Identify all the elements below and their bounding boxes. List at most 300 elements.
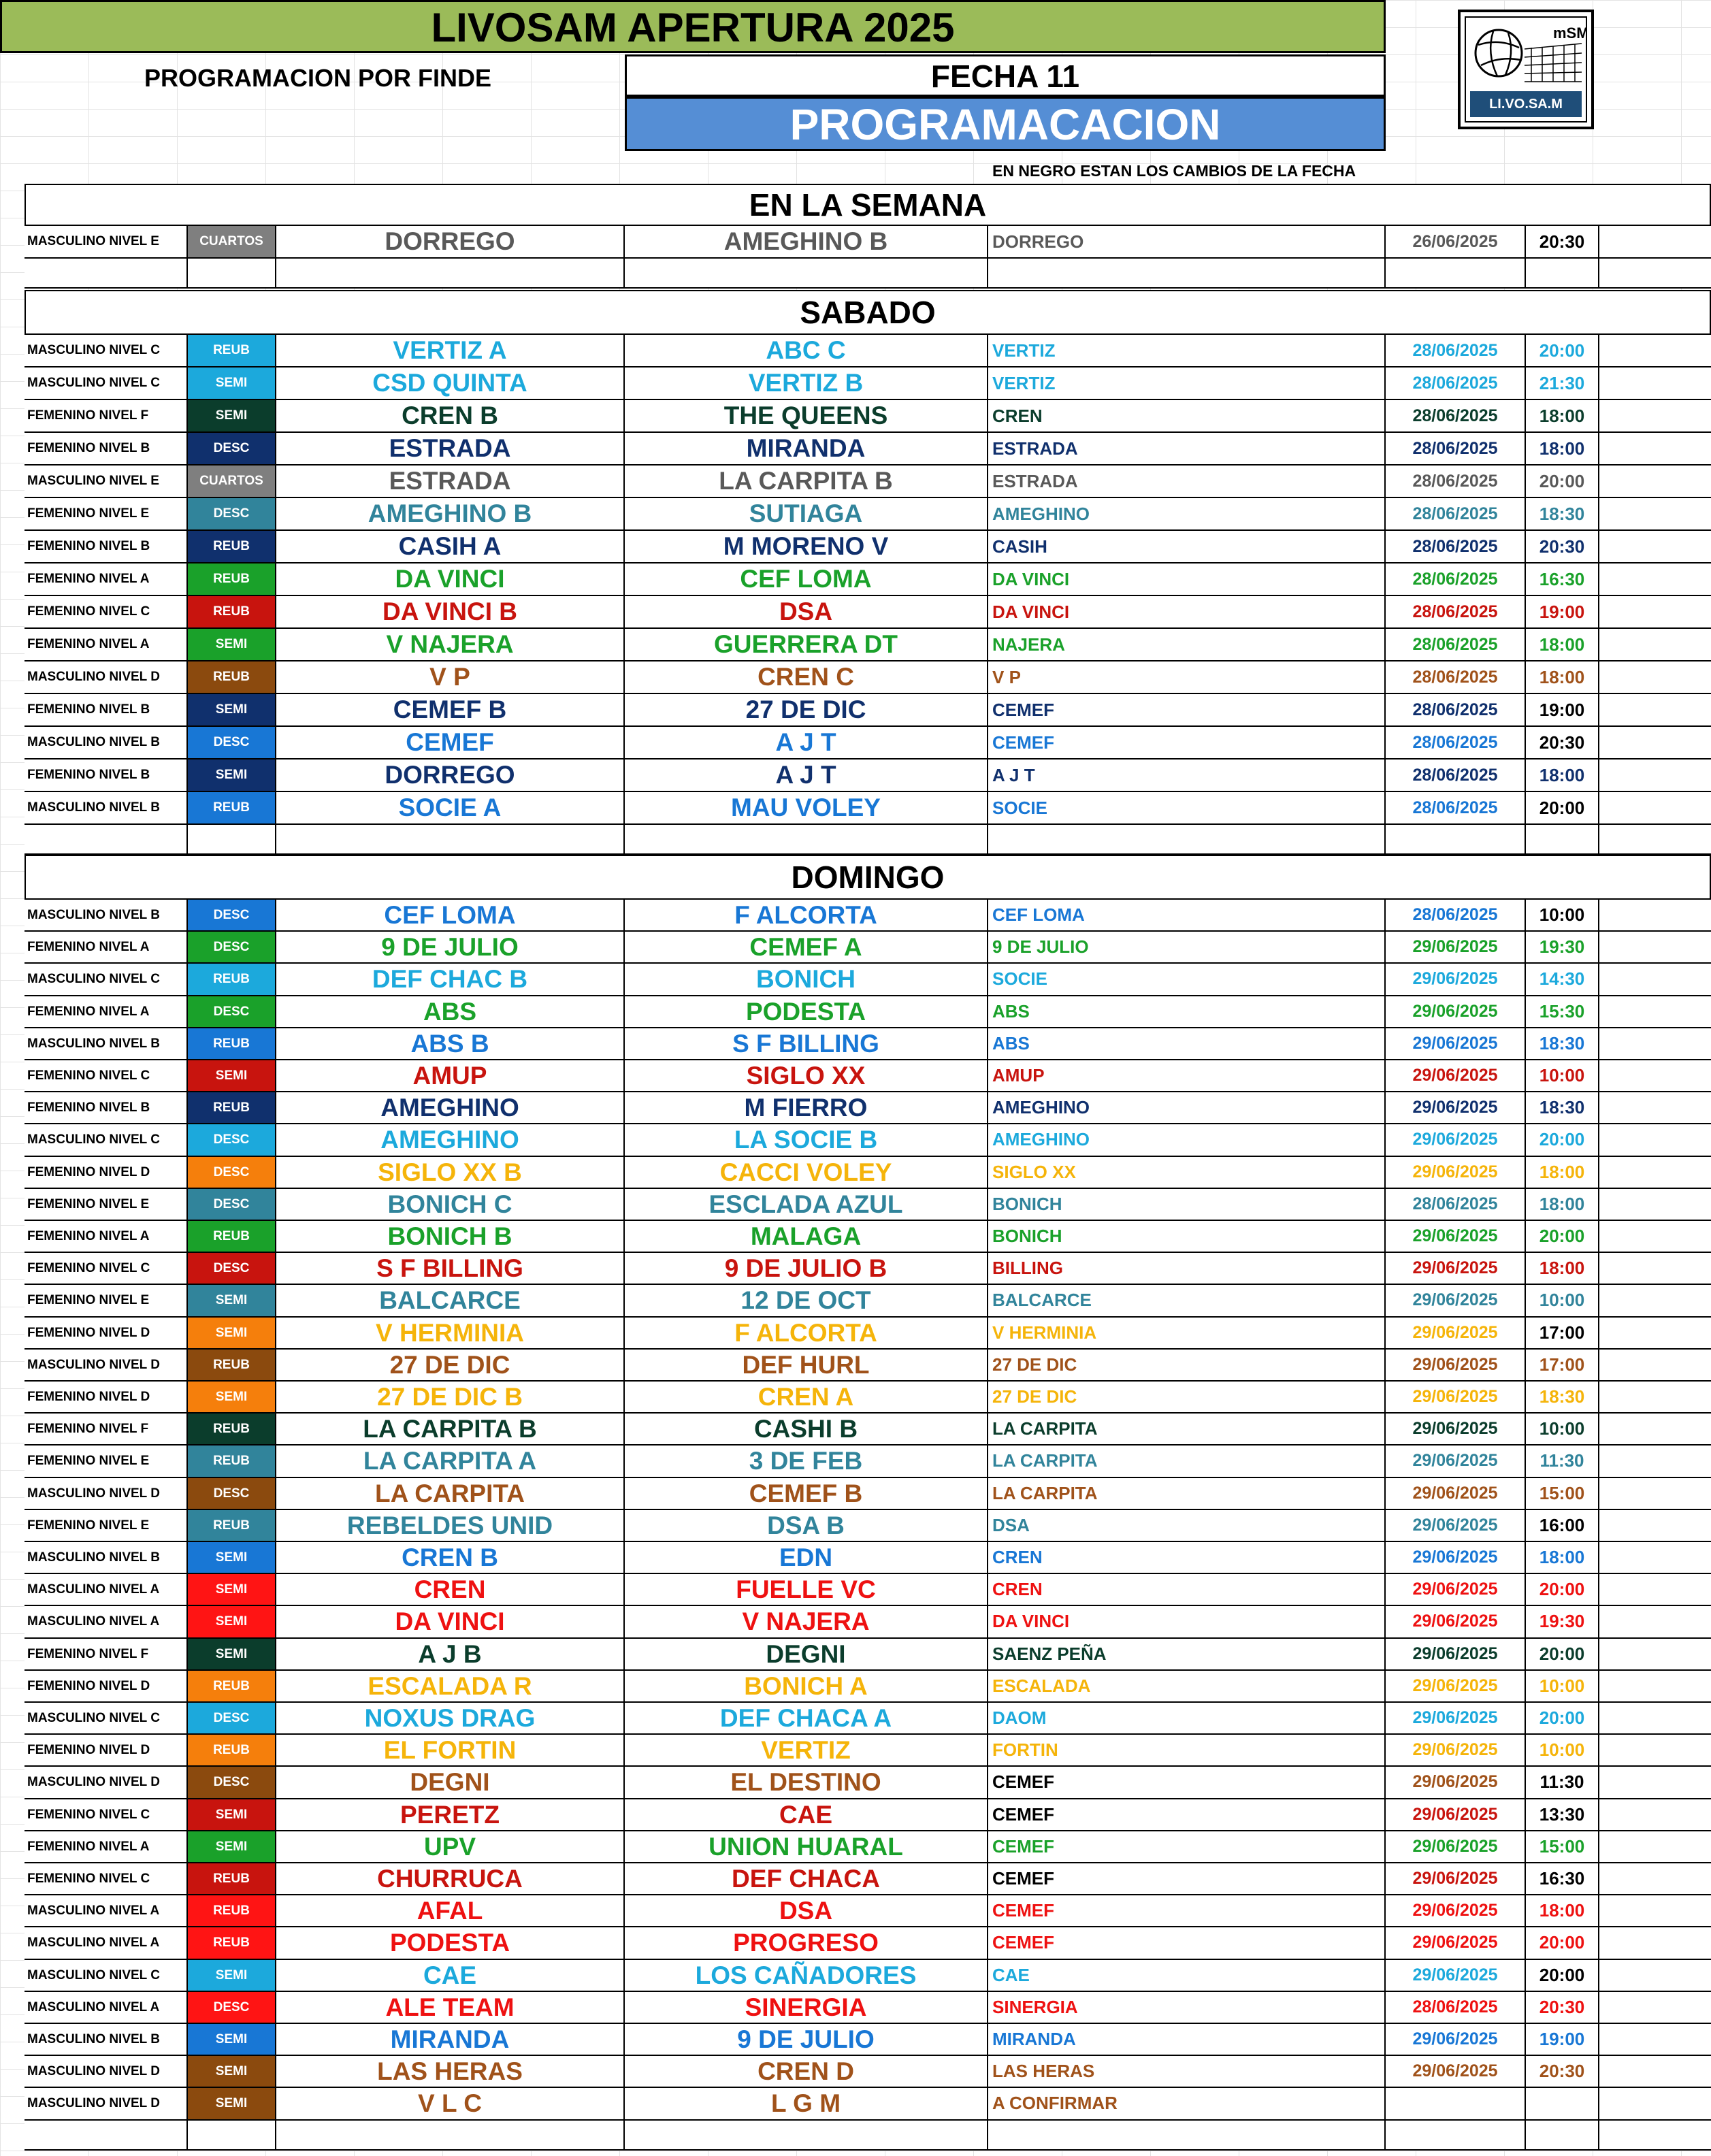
match-date: 29/06/2025 [1386,1221,1526,1252]
home-team: BONICH C [276,1189,625,1220]
empty-cell [1599,1060,1711,1092]
empty-cell [1599,792,1711,823]
stage-badge: SEMI [188,2056,276,2087]
empty-cell [1599,1028,1711,1060]
match-time: 20:00 [1526,1960,1599,1991]
category: FEMENINO NIVEL B [25,760,188,791]
venue: AMEGHINO [988,1092,1386,1123]
category: FEMENINO NIVEL B [25,694,188,725]
empty-cell [1599,1799,1711,1831]
venue: VERTIZ [988,335,1386,366]
empty-cell [1599,727,1711,758]
away-team: THE QUEENS [625,400,988,431]
away-team: MAU VOLEY [625,792,988,823]
match-row [25,400,1711,433]
home-team: V NAJERA [276,629,625,660]
venue: CEMEF [988,1799,1386,1830]
home-team: BONICH B [276,1221,625,1252]
home-team: DORREGO [276,226,625,257]
match-date: 29/06/2025 [1386,1639,1526,1669]
away-team: F ALCORTA [625,900,988,930]
match-row [25,1767,1711,1799]
venue: MIRANDA [988,2024,1386,2055]
venue: SIGLO XX [988,1157,1386,1188]
venue: CEMEF [988,1767,1386,1797]
match-date: 29/06/2025 [1386,1092,1526,1123]
section-header: EN LA SEMANA [25,184,1711,226]
category: MASCULINO NIVEL C [25,335,188,366]
category: MASCULINO NIVEL C [25,1703,188,1733]
match-date: 29/06/2025 [1386,2056,1526,2087]
category: MASCULINO NIVEL B [25,792,188,823]
home-team: LA CARPITA B [276,1414,625,1444]
match-row [25,996,1711,1028]
venue: CEF LOMA [988,900,1386,930]
home-team: DA VINCI [276,1606,625,1637]
match-time: 18:00 [1526,629,1599,660]
match-time: 17:00 [1526,1350,1599,1380]
match-time: 20:30 [1526,727,1599,758]
stage-badge: SEMI [188,400,276,431]
match-row [25,1799,1711,1831]
match-time: 19:30 [1526,932,1599,962]
stage-badge: SEMI [188,1318,276,1348]
match-row [25,662,1711,694]
match-row [25,498,1711,531]
empty-cell [1599,1189,1711,1220]
category: FEMENINO NIVEL E [25,498,188,529]
category: MASCULINO NIVEL B [25,1028,188,1059]
home-team: DEF CHAC B [276,964,625,994]
away-team: DEF CHACA [625,1863,988,1894]
empty-cell [1599,498,1711,529]
match-row [25,466,1711,498]
match-row [25,1863,1711,1895]
away-team: ABC C [625,335,988,366]
match-time: 18:00 [1526,433,1599,464]
empty-cell [1599,1318,1711,1349]
match-date: 29/06/2025 [1386,1446,1526,1476]
empty-cell [1599,531,1711,562]
match-date: 29/06/2025 [1386,1060,1526,1091]
home-team: LA CARPITA [276,1478,625,1509]
stage-badge: SEMI [188,1960,276,1991]
match-time: 17:00 [1526,1318,1599,1348]
match-date [1386,2088,1526,2119]
stage-badge: REUB [188,1735,276,1765]
match-time: 10:00 [1526,1060,1599,1091]
match-row [25,1574,1711,1606]
stage-badge: SEMI [188,368,276,399]
stage-badge: DESC [188,996,276,1027]
match-date: 29/06/2025 [1386,1382,1526,1412]
stage-badge: REUB [188,1895,276,1926]
match-row [25,1124,1711,1156]
match-time: 18:00 [1526,1542,1599,1573]
empty-cell [1599,2088,1711,2119]
programacion-banner: PROGRAMACACION [625,97,1386,151]
stage-badge: SEMI [188,1060,276,1091]
match-time: 16:30 [1526,564,1599,595]
match-date: 29/06/2025 [1386,1767,1526,1797]
empty-cell [1599,596,1711,627]
match-date: 29/06/2025 [1386,1285,1526,1316]
away-team: BONICH A [625,1671,988,1701]
venue: SAENZ PEÑA [988,1639,1386,1669]
stage-badge: CUARTOS [188,466,276,497]
home-team: CEF LOMA [276,900,625,930]
empty-cell [1599,1831,1711,1863]
away-team: DEGNI [625,1639,988,1669]
away-team: 9 DE JULIO [625,2024,988,2055]
home-team: 9 DE JULIO [276,932,625,962]
category: MASCULINO NIVEL D [25,1478,188,1509]
stage-badge: DESC [188,1767,276,1797]
venue: DA VINCI [988,596,1386,627]
empty-cell [1599,1382,1711,1413]
match-date: 29/06/2025 [1386,1863,1526,1894]
category: MASCULINO NIVEL A [25,1574,188,1605]
match-time: 10:00 [1526,900,1599,930]
category: FEMENINO NIVEL C [25,596,188,627]
match-date: 29/06/2025 [1386,2024,1526,2055]
match-time: 21:30 [1526,368,1599,399]
category: FEMENINO NIVEL D [25,1671,188,1701]
empty-cell [1599,694,1711,725]
category: FEMENINO NIVEL F [25,400,188,431]
stage-badge: REUB [188,1221,276,1252]
empty-cell [1599,1767,1711,1798]
stage-badge: DESC [188,900,276,930]
match-time: 19:00 [1526,694,1599,725]
home-team: AMUP [276,1060,625,1091]
away-team: A J T [625,727,988,758]
venue: ESTRADA [988,433,1386,464]
empty-cell [1599,368,1711,399]
match-date: 28/06/2025 [1386,368,1526,399]
category: FEMENINO NIVEL A [25,996,188,1027]
match-date: 29/06/2025 [1386,1414,1526,1444]
category: MASCULINO NIVEL B [25,2024,188,2055]
match-date: 29/06/2025 [1386,1831,1526,1862]
match-time: 18:30 [1526,498,1599,529]
home-team: AMEGHINO B [276,498,625,529]
venue: AMEGHINO [988,1124,1386,1155]
match-time: 19:00 [1526,596,1599,627]
empty-cell [1599,932,1711,963]
home-team: V L C [276,2088,625,2119]
venue: ESCALADA [988,1671,1386,1701]
empty-cell [1599,1253,1711,1284]
home-team: DORREGO [276,760,625,791]
livosam-logo [1458,10,1594,129]
venue: BILLING [988,1253,1386,1284]
stage-badge: DESC [188,1703,276,1733]
stage-badge: DESC [188,1992,276,2023]
match-time: 18:30 [1526,1092,1599,1123]
match-time: 11:30 [1526,1446,1599,1476]
venue: ABS [988,996,1386,1027]
empty-cell [1599,466,1711,497]
home-team: ESTRADA [276,433,625,464]
venue: CEMEF [988,1863,1386,1894]
changes-note: EN NEGRO ESTAN LOS CAMBIOS DE LA FECHA [992,162,1356,180]
venue: SOCIE [988,792,1386,823]
venue: CREN [988,400,1386,431]
away-team: FUELLE VC [625,1574,988,1605]
match-time: 18:00 [1526,400,1599,431]
match-row [25,1735,1711,1767]
match-date: 28/06/2025 [1386,760,1526,791]
venue: LA CARPITA [988,1446,1386,1476]
venue: NAJERA [988,629,1386,660]
venue: ABS [988,1028,1386,1059]
match-date: 29/06/2025 [1386,1478,1526,1509]
match-row [25,335,1711,368]
empty-cell [1599,1350,1711,1381]
stage-badge: REUB [188,1510,276,1541]
empty-cell [1599,1510,1711,1541]
empty-cell [1599,1478,1711,1509]
match-time: 10:00 [1526,1735,1599,1765]
section-header: SABADO [25,290,1711,335]
away-team: EDN [625,1542,988,1573]
empty-cell [1599,1542,1711,1573]
match-time: 18:00 [1526,1253,1599,1284]
venue: V HERMINIA [988,1318,1386,1348]
volleyball-net-icon [1466,18,1586,99]
empty-cell [1599,1895,1711,1927]
empty-cell [1599,1671,1711,1702]
away-team: A J T [625,760,988,791]
home-team: MIRANDA [276,2024,625,2055]
stage-badge: REUB [188,1414,276,1444]
home-team: CREN B [276,1542,625,1573]
match-row [25,531,1711,564]
match-date: 28/06/2025 [1386,466,1526,497]
category: FEMENINO NIVEL D [25,1157,188,1188]
venue: V P [988,662,1386,693]
stage-badge: SEMI [188,1639,276,1669]
away-team: CREN A [625,1382,988,1412]
match-row [25,596,1711,629]
match-date: 28/06/2025 [1386,662,1526,693]
away-team: LA SOCIE B [625,1124,988,1155]
match-time: 13:30 [1526,1799,1599,1830]
match-date: 28/06/2025 [1386,564,1526,595]
home-team: ABS [276,996,625,1027]
venue: 9 DE JULIO [988,932,1386,962]
match-time: 15:30 [1526,996,1599,1027]
empty-cell [1599,760,1711,791]
away-team: 3 DE FEB [625,1446,988,1476]
match-row [25,1703,1711,1735]
match-row [25,1992,1711,2024]
category: FEMENINO NIVEL C [25,1253,188,1284]
home-team: LAS HERAS [276,2056,625,2087]
venue: 27 DE DIC [988,1382,1386,1412]
match-row [25,1895,1711,1927]
home-team: LA CARPITA A [276,1446,625,1476]
stage-badge: DESC [188,1124,276,1155]
home-team: CSD QUINTA [276,368,625,399]
venue: CEMEF [988,1895,1386,1926]
venue: VERTIZ [988,368,1386,399]
match-date: 29/06/2025 [1386,1542,1526,1573]
home-team: CEMEF B [276,694,625,725]
match-time: 20:00 [1526,1703,1599,1733]
fecha-label: FECHA 11 [625,54,1386,97]
empty-cell [1599,1574,1711,1605]
match-date: 29/06/2025 [1386,932,1526,962]
category: FEMENINO NIVEL A [25,1831,188,1862]
stage-badge: REUB [188,1927,276,1958]
away-team: CASHI B [625,1414,988,1444]
match-time: 18:00 [1526,1189,1599,1220]
spacer-row [25,259,1711,289]
away-team: EL DESTINO [625,1767,988,1797]
match-row [25,1092,1711,1124]
match-date: 28/06/2025 [1386,792,1526,823]
home-team: DA VINCI [276,564,625,595]
empty-cell [1599,1157,1711,1188]
match-row [25,226,1711,259]
match-row [25,1285,1711,1317]
match-time: 20:00 [1526,1927,1599,1958]
stage-badge: SEMI [188,629,276,660]
category: FEMENINO NIVEL D [25,1318,188,1348]
match-row [25,2088,1711,2120]
away-team: CREN C [625,662,988,693]
match-date: 28/06/2025 [1386,596,1526,627]
category: FEMENINO NIVEL A [25,1221,188,1252]
match-time: 16:30 [1526,1863,1599,1894]
match-time: 20:00 [1526,1221,1599,1252]
stage-badge: REUB [188,335,276,366]
home-team: PERETZ [276,1799,625,1830]
away-team: LOS CAÑADORES [625,1960,988,1991]
stage-badge: REUB [188,531,276,562]
match-time: 10:00 [1526,1285,1599,1316]
match-time: 18:00 [1526,662,1599,693]
match-time: 11:30 [1526,1767,1599,1797]
category: MASCULINO NIVEL E [25,226,188,257]
stage-badge: DESC [188,932,276,962]
empty-cell [1599,335,1711,366]
match-time: 20:30 [1526,2056,1599,2087]
match-row [25,1542,1711,1574]
empty-cell [1599,226,1711,257]
category: MASCULINO NIVEL D [25,1350,188,1380]
match-row [25,760,1711,792]
match-date: 28/06/2025 [1386,498,1526,529]
match-time: 15:00 [1526,1478,1599,1509]
empty-cell [1599,1285,1711,1316]
home-team: AFAL [276,1895,625,1926]
away-team: S F BILLING [625,1028,988,1059]
category: MASCULINO NIVEL A [25,1927,188,1958]
venue: ESTRADA [988,466,1386,497]
match-row [25,1350,1711,1382]
stage-badge: REUB [188,964,276,994]
home-team: A J B [276,1639,625,1669]
match-time: 20:00 [1526,1574,1599,1605]
category: MASCULINO NIVEL D [25,662,188,693]
match-row [25,792,1711,825]
category: FEMENINO NIVEL A [25,629,188,660]
venue: BONICH [988,1221,1386,1252]
category: MASCULINO NIVEL B [25,900,188,930]
match-time: 18:00 [1526,1157,1599,1188]
category: MASCULINO NIVEL A [25,1606,188,1637]
home-team: UPV [276,1831,625,1862]
venue: 27 DE DIC [988,1350,1386,1380]
venue: LA CARPITA [988,1414,1386,1444]
logo-mark: mSM [1553,24,1586,42]
away-team: 12 DE OCT [625,1285,988,1316]
home-team: AMEGHINO [276,1092,625,1123]
category: FEMENINO NIVEL B [25,1092,188,1123]
match-time: 20:00 [1526,466,1599,497]
match-date: 29/06/2025 [1386,1124,1526,1155]
venue: A CONFIRMAR [988,2088,1386,2119]
match-row [25,1478,1711,1510]
match-row [25,1927,1711,1959]
match-row [25,1382,1711,1414]
away-team: V NAJERA [625,1606,988,1637]
category: MASCULINO NIVEL D [25,2056,188,2087]
stage-badge: SEMI [188,1606,276,1637]
home-team: CREN B [276,400,625,431]
away-team: DSA [625,596,988,627]
stage-badge: REUB [188,564,276,595]
away-team: DSA [625,1895,988,1926]
category: MASCULINO NIVEL B [25,727,188,758]
match-date: 29/06/2025 [1386,1253,1526,1284]
stage-badge: SEMI [188,1382,276,1412]
stage-badge: SEMI [188,1542,276,1573]
category: MASCULINO NIVEL E [25,466,188,497]
match-date: 29/06/2025 [1386,1350,1526,1380]
match-row [25,1253,1711,1285]
venue: CASIH [988,531,1386,562]
stage-badge: REUB [188,792,276,823]
home-team: ALE TEAM [276,1992,625,2023]
match-row [25,629,1711,662]
match-date: 28/06/2025 [1386,727,1526,758]
match-date: 29/06/2025 [1386,1574,1526,1605]
stage-badge: REUB [188,1350,276,1380]
away-team: VERTIZ [625,1735,988,1765]
category: FEMENINO NIVEL E [25,1446,188,1476]
home-team: CREN [276,1574,625,1605]
home-team: ESTRADA [276,466,625,497]
away-team: SUTIAGA [625,498,988,529]
match-date: 26/06/2025 [1386,226,1526,257]
venue: SINERGIA [988,1992,1386,2023]
match-date: 28/06/2025 [1386,531,1526,562]
stage-badge: SEMI [188,2088,276,2119]
category: MASCULINO NIVEL C [25,1124,188,1155]
empty-cell [1599,1703,1711,1734]
section-header: DOMINGO [25,855,1711,900]
empty-cell [1599,1735,1711,1766]
away-team: 27 DE DIC [625,694,988,725]
stage-badge: CUARTOS [188,226,276,257]
empty-cell [1599,1863,1711,1895]
stage-badge: DESC [188,498,276,529]
category: FEMENINO NIVEL D [25,1735,188,1765]
